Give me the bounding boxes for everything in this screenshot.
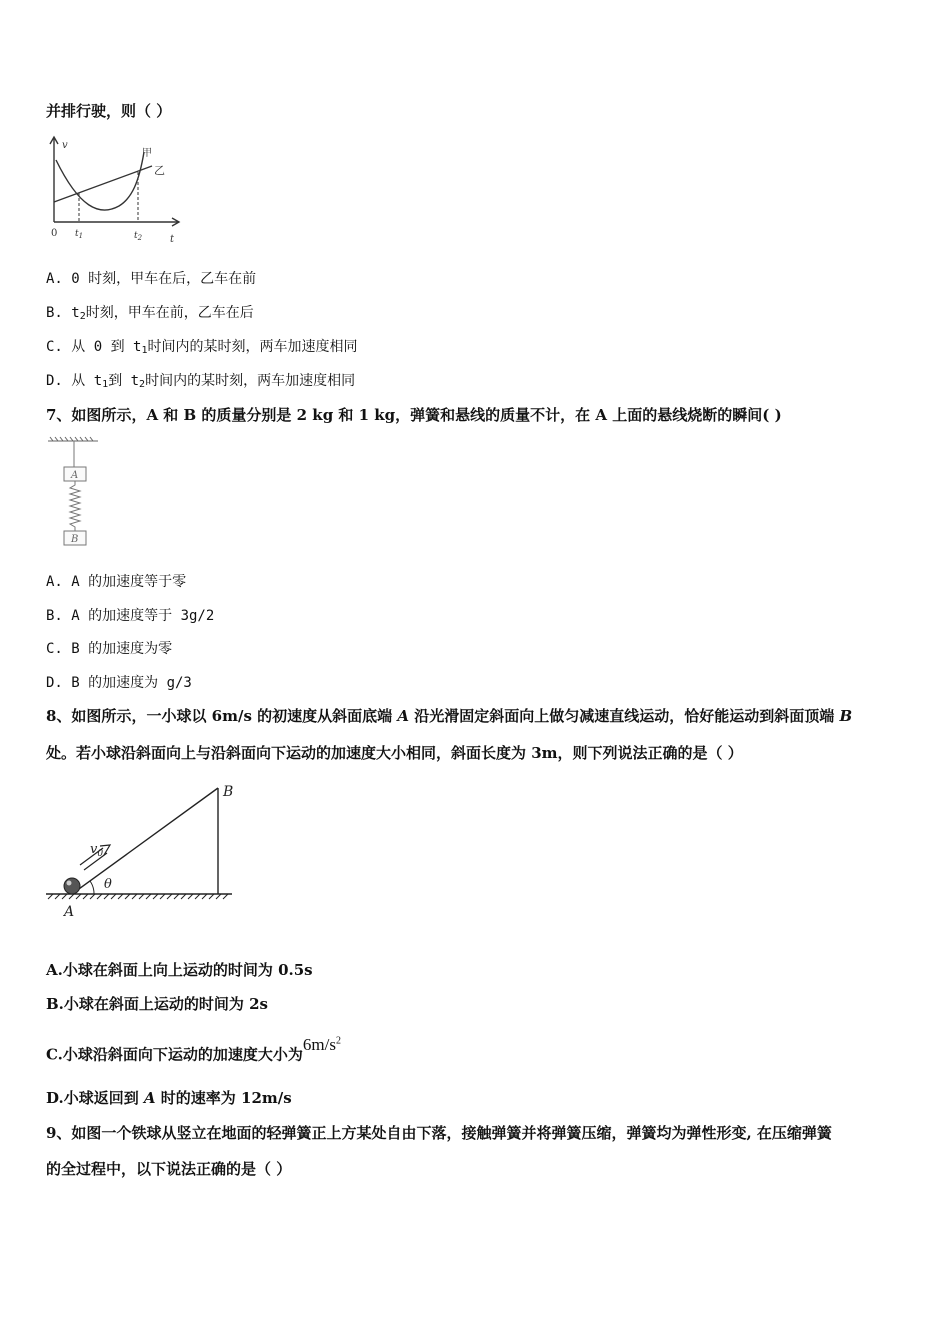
incline-surface xyxy=(72,788,218,894)
label-yi: 乙 xyxy=(154,164,165,177)
angle-label: θ xyxy=(104,877,112,892)
q8-option-a: A.小球在斜面上向上运动的时间为 0.5s xyxy=(46,961,313,979)
q9-stem-line2: 的全过程中，以下说法正确的是（ ） xyxy=(46,1160,292,1178)
q8-incline-figure xyxy=(44,778,244,923)
point-b-label: B xyxy=(223,784,234,800)
q8-option-c: C.小球沿斜面向下运动的加速度大小为$6m/s^2$ xyxy=(46,1034,341,1064)
axis-label-t: t xyxy=(170,234,175,245)
q6-option-d: D. 从 $t_1$到 $t_2$时间内的某时刻，两车加速度相同 xyxy=(46,373,356,390)
angle-arc xyxy=(90,881,94,894)
q6-stem-tail: 并排行驶，则（ ） xyxy=(46,102,172,120)
label-jia: 甲 xyxy=(142,148,152,159)
tick-t2: $t_2$ xyxy=(134,231,143,242)
q7-option-c: C. B 的加速度为零 xyxy=(46,641,173,657)
q7-option-a: A. A 的加速度等于零 xyxy=(46,574,187,590)
spring xyxy=(70,481,80,531)
q8-option-b: B.小球在斜面上运动的时间为 2s xyxy=(46,995,269,1013)
point-a-label: A xyxy=(64,904,75,920)
q7-spring-figure xyxy=(44,435,104,550)
q7-option-b: B. A 的加速度等于 3g/2 xyxy=(46,608,215,624)
q8-stem-line2: 处。若小球沿斜面向上与沿斜面向下运动的加速度大小相同，斜面长度为 3m，则下列说法正确的是（ ） xyxy=(46,744,743,762)
q6-option-a: A. 0 时刻，甲车在后，乙车在前 xyxy=(46,271,257,287)
ball xyxy=(64,878,80,894)
curve-jia xyxy=(56,152,144,210)
line-yi xyxy=(54,166,152,202)
q6-vt-graph xyxy=(44,132,184,247)
axis-label-v: v xyxy=(62,140,68,151)
q7-option-d: D. B 的加速度为 g/3 xyxy=(46,675,192,691)
axis-origin: 0 xyxy=(51,228,58,239)
block-a-label: A xyxy=(71,470,79,481)
ceiling-hatch xyxy=(48,437,98,441)
q6-option-b: B. $t_2$时刻，甲车在前，乙车在后 xyxy=(46,305,254,322)
q6-option-c: C. 从 0 到 $t_1$时间内的某时刻，两车加速度相同 xyxy=(46,339,358,356)
q9-stem-line1: 9、如图一个铁球从竖立在地面的轻弹簧正上方某处自由下落，接触弹簧并将弹簧压缩，弹簧均为弹性形变, 在压缩弹簧 xyxy=(46,1124,832,1142)
q8-stem-line1: 8、如图所示，一小球以 6m/s 的初速度从斜面底端 A 沿光滑固定斜面向上做匀减速直线运动，恰好能运动到斜面顶端 B xyxy=(46,707,853,725)
block-b-label: B xyxy=(71,534,79,545)
v0-label: $v_0$ xyxy=(90,842,104,859)
graph-axes xyxy=(50,137,179,226)
q8-option-d: D.小球返回到 A 时的速率为 12m/s xyxy=(46,1089,292,1107)
tick-t1: $t_1$ xyxy=(75,229,84,240)
q7-stem: 7、如图所示，A 和 B 的质量分别是 2 kg 和 1 kg，弹簧和悬线的质量不计，在 A 上面的悬线烧断的瞬间( ) xyxy=(46,406,782,424)
